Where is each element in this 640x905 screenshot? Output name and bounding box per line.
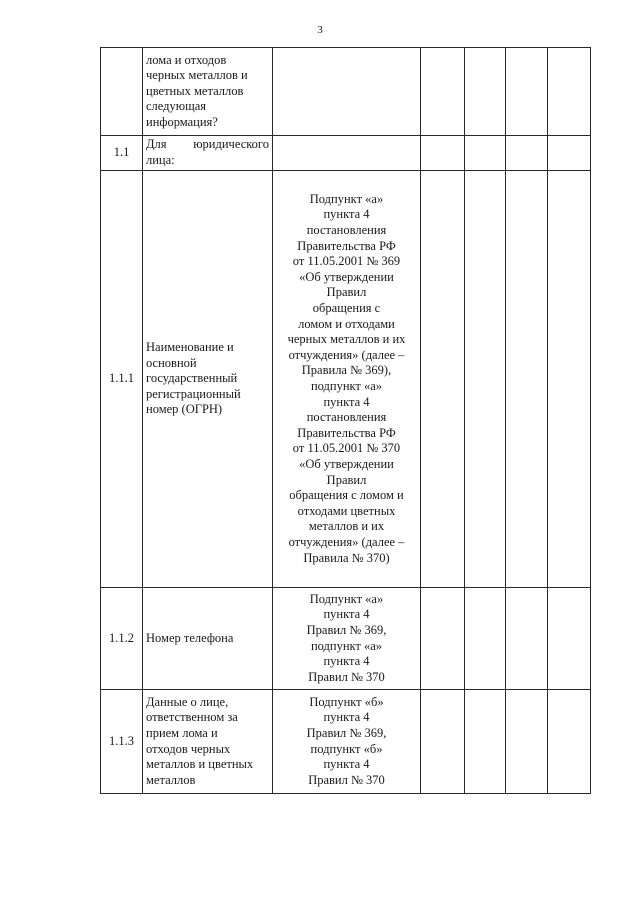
table-row: [101, 48, 591, 136]
empty-cell: [506, 136, 548, 171]
table-row: [101, 588, 591, 690]
legal-basis: Подпункт «б» пункта 4 Правил № 369, подпункт «б» пункта 4 Правил № 370: [273, 690, 421, 794]
requirement-text-line: лица:: [146, 153, 175, 167]
row-number: 1.1: [101, 136, 143, 171]
legal-basis: Подпункт «а» пункта 4 Правил № 369, подпункт «а» пункта 4 Правил № 370: [273, 588, 421, 690]
empty-cell: [465, 136, 506, 171]
requirement-text-line: Для юридического: [146, 137, 269, 152]
legal-basis: Подпункт «а» пункта 4 постановления Правительства РФ от 11.05.2001 № 369 «Об утверждении Правил обращения с ломом и отходами черных металлов и их отчуждения» (далее – Правила № 369), подпункт «а» пункта 4 постановления Правительства РФ от 11.05.2001 № 370 «Об утверждении Правил обращения с ломом и отходами цветных металлов и их отчуждения» (далее – Правила № 370): [273, 171, 421, 588]
empty-cell: [548, 48, 591, 136]
empty-cell: [421, 136, 465, 171]
empty-cell: [506, 171, 548, 588]
requirement-text: Наименование и основной государственный регистрационный номер (ОГРН): [143, 171, 273, 588]
empty-cell: [548, 690, 591, 794]
page-number: 3: [317, 24, 323, 36]
empty-cell: [465, 588, 506, 690]
row-number: [101, 48, 143, 136]
requirement-text: Номер телефона: [143, 588, 273, 690]
row-number: 1.1.2: [101, 588, 143, 690]
empty-cell: [465, 48, 506, 136]
empty-cell: [421, 690, 465, 794]
table-row: [101, 136, 591, 171]
empty-cell: [506, 690, 548, 794]
row-number: 1.1.1: [101, 171, 143, 588]
row-number: 1.1.3: [101, 690, 143, 794]
empty-cell: [548, 588, 591, 690]
requirement-text: Данные о лице, ответственном за прием лома и отходов черных металлов и цветных металлов: [143, 690, 273, 794]
empty-cell: [465, 171, 506, 588]
empty-cell: [548, 171, 591, 588]
empty-cell: [506, 588, 548, 690]
empty-cell: [465, 690, 506, 794]
empty-cell: [548, 136, 591, 171]
empty-cell: [421, 171, 465, 588]
empty-cell: [421, 588, 465, 690]
empty-cell: [506, 48, 548, 136]
empty-cell: [421, 48, 465, 136]
requirement-text: [143, 136, 273, 171]
table-row: [101, 690, 591, 794]
checklist-table: [100, 47, 591, 794]
table-row: [101, 171, 591, 588]
requirement-text: лома и отходов черных металлов и цветных металлов следующая информация?: [143, 48, 273, 136]
legal-basis: [273, 136, 421, 171]
legal-basis: [273, 48, 421, 136]
